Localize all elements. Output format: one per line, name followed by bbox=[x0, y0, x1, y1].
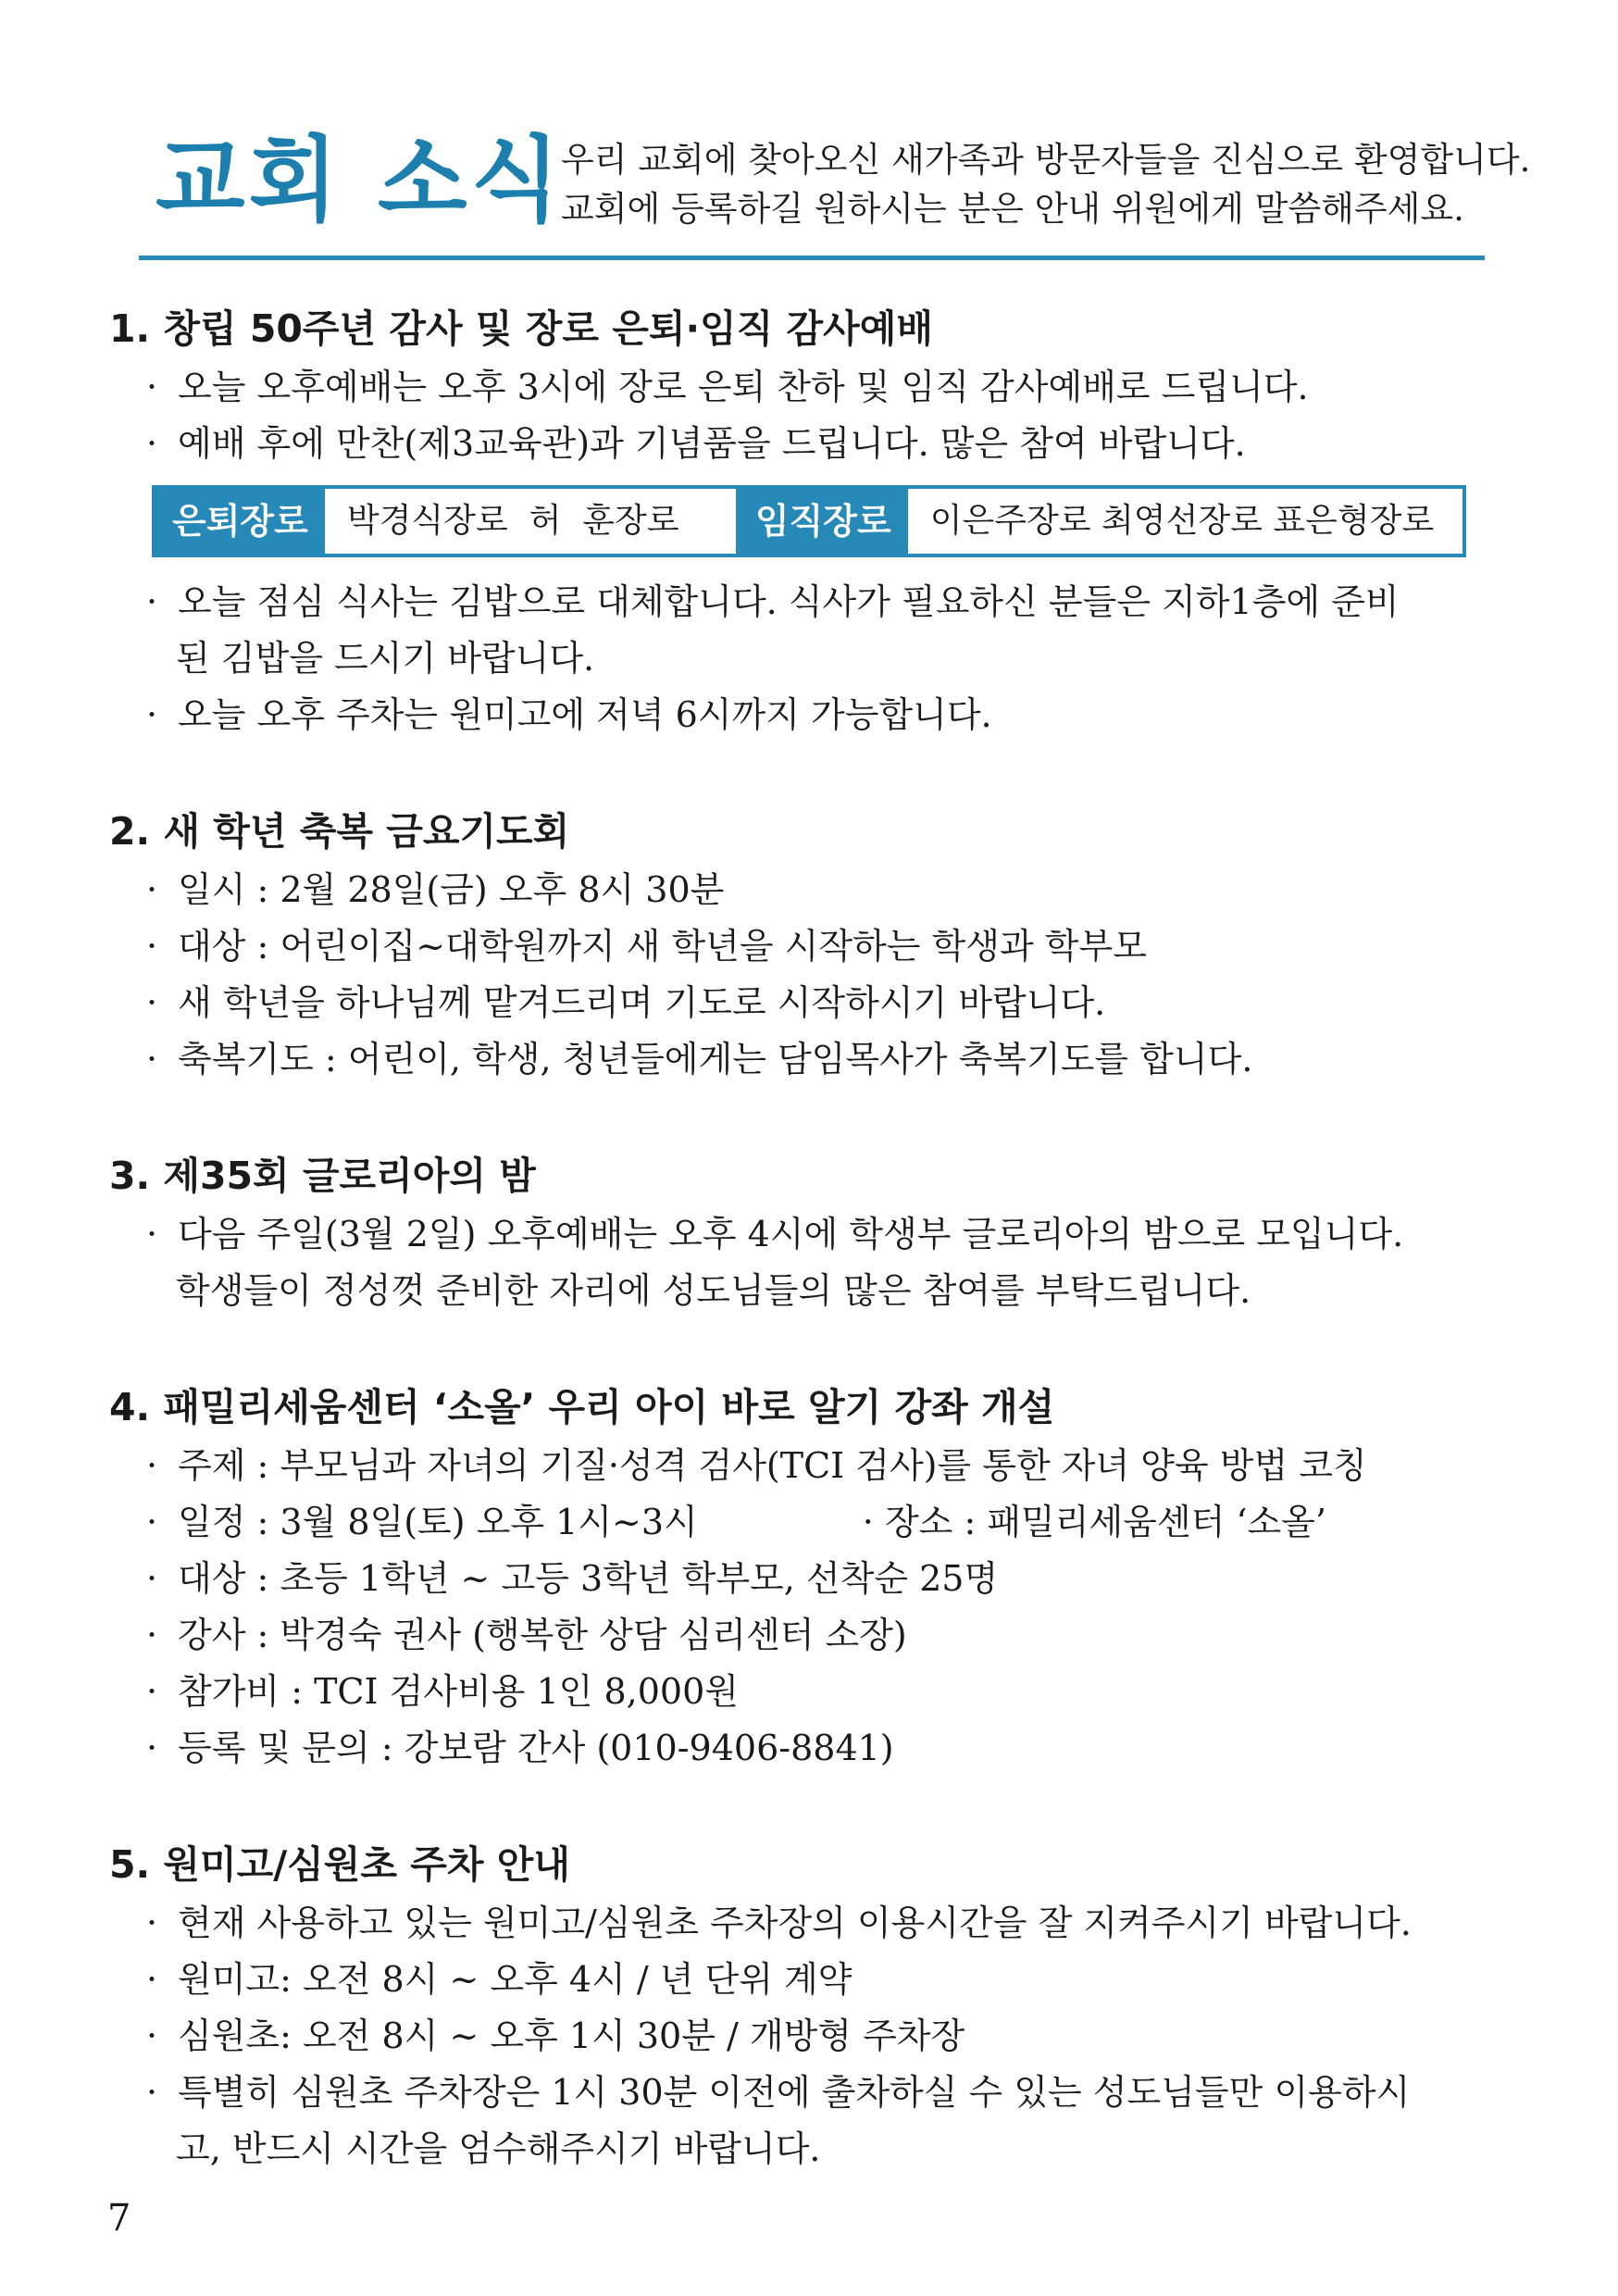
list-item: · 특별히 심원초 주차장은 1시 30분 이전에 출차하실 수 있는 성도님들만 이용하시 bbox=[109, 2065, 1525, 2121]
section-title: 4. 패밀리세움센터 ‘소올’ 우리 아이 바로 알기 강좌 개설 bbox=[109, 1385, 1055, 1429]
section-title: 1. 창립 50주년 감사 및 장로 은퇴·임직 감사예배 bbox=[109, 306, 933, 351]
section-anniversary bbox=[109, 302, 1525, 743]
list-item: · 오늘 오후 주차는 원미고에 저녁 6시까지 가능합니다. bbox=[109, 687, 1525, 743]
bullet: · bbox=[146, 1903, 158, 1943]
bullet: · bbox=[146, 581, 158, 622]
list-item: · 참가비 : TCI 검사비용 1인 8,000원 bbox=[109, 1664, 1525, 1720]
list-item-continued: 고, 반드시 시간을 엄수해주시기 바랍니다. bbox=[176, 2128, 821, 2169]
ordained-elders-label: 임직장로 bbox=[739, 489, 908, 554]
bullet: · bbox=[146, 1728, 158, 1768]
welcome-line: 교회에 등록하길 원하시는 분은 안내 위원에게 말씀해주세요. bbox=[561, 189, 1464, 229]
list-item: · 강사 : 박경숙 권사 (행복한 상담 심리센터 소장) bbox=[109, 1607, 1525, 1664]
bullet: · bbox=[146, 926, 158, 967]
bullet: · bbox=[146, 2072, 158, 2113]
bullet: · bbox=[146, 423, 158, 464]
bullet: · bbox=[146, 1558, 158, 1599]
bullet: · bbox=[146, 2015, 158, 2056]
bullet: · bbox=[146, 1615, 158, 1655]
list-item: · 현재 사용하고 있는 원미고/심원초 주차장의 이용시간을 잘 지켜주시기 바랍니다. bbox=[109, 1895, 1525, 1952]
bullet: · bbox=[146, 694, 158, 735]
section-title: 2. 새 학년 축복 금요기도회 bbox=[109, 809, 570, 854]
bullet: · bbox=[146, 982, 158, 1023]
header-divider bbox=[139, 256, 1485, 260]
retired-elders-label: 은퇴장로 bbox=[156, 489, 325, 554]
list-item: · 예배 후에 만찬(제3교육관)과 기념품을 드립니다. 많은 참여 바랍니다. bbox=[109, 416, 1525, 472]
list-item: · 대상 : 어린이집~대학원까지 새 학년을 시작하는 학생과 학부모 bbox=[109, 918, 1525, 975]
bullet: · bbox=[146, 1214, 158, 1254]
list-item: · 새 학년을 하나님께 맡겨드리며 기도로 시작하시기 바랍니다. bbox=[109, 975, 1525, 1031]
bullet: · bbox=[146, 1445, 158, 1486]
list-item: · 오늘 점심 식사는 김밥으로 대체합니다. 식사가 필요하신 분들은 지하1층에 준비 bbox=[109, 574, 1525, 630]
header bbox=[148, 120, 1531, 259]
section-title: 3. 제35회 글로리아의 밤 bbox=[109, 1154, 536, 1198]
page-title: 교회 소식 bbox=[156, 126, 565, 234]
list-item: · 일정 : 3월 8일(토) 오후 1시~3시 · 장소 : 패밀리세움센터 ‘소올’ bbox=[109, 1494, 1525, 1551]
list-item: · 축복기도 : 어린이, 학생, 청년들에게는 담임목사가 축복기도를 합니다. bbox=[109, 1031, 1525, 1088]
section-friday-prayer bbox=[109, 805, 1525, 1088]
bullet: · bbox=[146, 1959, 158, 2000]
ordained-elders-names: 이은주장로 최영선장로 표은형장로 bbox=[929, 502, 1435, 540]
list-item: · 오늘 오후예배는 오후 3시에 장로 은퇴 찬하 및 임직 감사예배로 드립니다. bbox=[109, 359, 1525, 416]
bullet: · bbox=[146, 1502, 158, 1542]
list-item: · 심원초: 오전 8시 ~ 오후 1시 30분 / 개방형 주차장 bbox=[109, 2008, 1525, 2065]
bullet: · bbox=[146, 367, 158, 407]
section-parking bbox=[109, 1838, 1525, 2177]
list-item: · 일시 : 2월 28일(금) 오후 8시 30분 bbox=[109, 862, 1525, 918]
list-item-continued: 학생들이 정성껏 준비한 자리에 성도님들의 많은 참여를 부탁드립니다. bbox=[176, 1270, 1251, 1311]
section-parenting-course bbox=[109, 1380, 1525, 1777]
list-item: · 대상 : 초등 1학년 ~ 고등 3학년 학부모, 선착순 25명 bbox=[109, 1551, 1525, 1607]
section-gloria-night bbox=[109, 1149, 1525, 1319]
bullet: · bbox=[146, 869, 158, 910]
list-item: · 다음 주일(3월 2일) 오후예배는 오후 4시에 학생부 글로리아의 밤으로 모입니다. bbox=[109, 1206, 1525, 1263]
welcome-line: 우리 교회에 찾아오신 새가족과 방문자들을 진심으로 환영합니다. bbox=[561, 140, 1531, 180]
list-item: · 주제 : 부모님과 자녀의 기질·성격 검사(TCI 검사)를 통한 자녀 양육 방법 코칭 bbox=[109, 1438, 1525, 1494]
section-title: 5. 원미고/심원초 주차 안내 bbox=[109, 1842, 570, 1887]
news-sections bbox=[109, 302, 1525, 2239]
bullet: · bbox=[146, 1671, 158, 1712]
elders-table bbox=[152, 485, 1466, 557]
list-item-continued: 된 김밥을 드시기 바랍니다. bbox=[176, 638, 595, 679]
welcome-message bbox=[561, 135, 1531, 233]
retired-elders-names: 박경식장로 허 훈장로 bbox=[325, 489, 739, 554]
list-item: · 원미고: 오전 8시 ~ 오후 4시 / 년 단위 계약 bbox=[109, 1952, 1525, 2008]
list-item: · 등록 및 문의 : 강보람 간사 (010-9406-8841) bbox=[109, 1720, 1525, 1777]
bullet: · bbox=[146, 1039, 158, 1079]
page-number: 7 bbox=[107, 2197, 131, 2240]
bullet: · bbox=[862, 1502, 874, 1542]
